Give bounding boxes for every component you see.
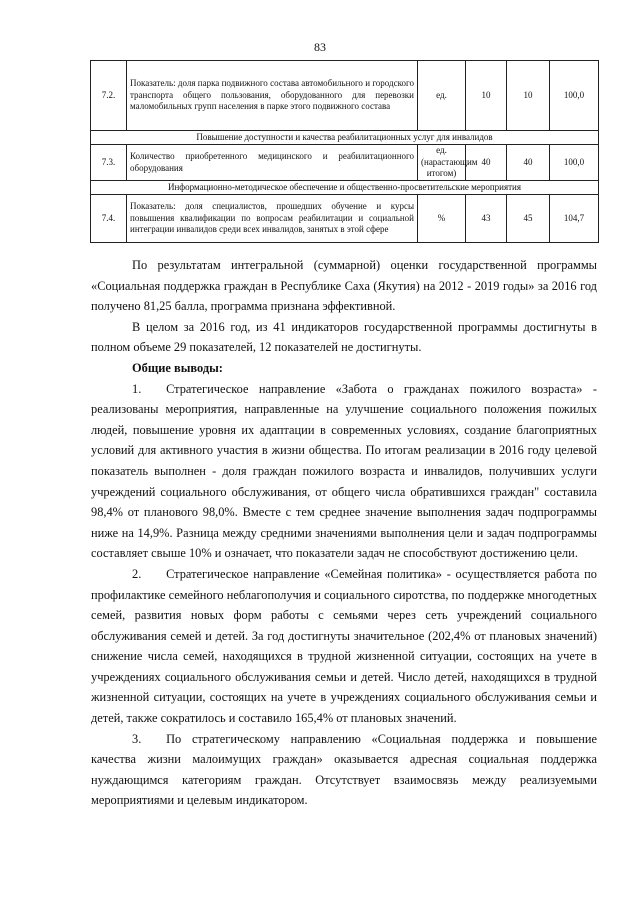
section-title: Информационно-методическое обеспечение и общественно-просветительские мероприятия: [91, 181, 599, 195]
body-text: [91, 255, 597, 811]
unit-cell: ед.: [418, 61, 466, 131]
plan-value: 40: [466, 145, 507, 181]
unit-note: (нарастающим итогом): [421, 156, 478, 179]
plan-value: 10: [466, 61, 507, 131]
row-number: 7.2.: [91, 61, 127, 131]
table-row: [91, 145, 599, 181]
indicator-description: Показатель: доля специалистов, прошедших обучение и курсы повышения квалификации по вопросам реабилитации и социальной интеграции инвалидов среди всех инвалидов, занятых в этой сфере: [127, 195, 418, 243]
paragraph-conclusion-3: 3. По стратегическому направлению «Социальная поддержка и повышение качества жизни малоимущих граждан» оказывается адресная социальная поддержка нуждающимся категориям граждан. Отсутствует взаимосвязь между реализуемыми мероприятиями и целевым индикатором.: [91, 731, 597, 808]
table-row: [91, 61, 599, 131]
page-number: 83: [314, 40, 326, 54]
plan-value: 43: [466, 195, 507, 243]
fact-value: 45: [507, 195, 550, 243]
percent-value: 104,7: [550, 195, 599, 243]
paragraph-conclusion-1: 1. Стратегическое направление «Забота о гражданах пожилого возраста» - реализованы мероприятия, направленные на улучшение социального положения пожилых людей, повышение уровня их адаптации в современных условиях, создание благоприятных условий для активного участия в жизни общества. По итогам реализации в 2016 году целевой показатель выполнен - доля граждан пожилого возраста и инвалидов, получивших услуги учреждений социального обслуживания, от общего числа обратившихся граждан" составила 98,4% от планового 98,0%. Вместе с тем среднее значение выполнения задач подпрограммы ниже на 14,9%. Разница между средними значениями выполнения цели и задач подпрограммы составляет свыше 10% и означает, что показатели задач не способствуют достижению цели.: [91, 381, 597, 561]
paragraph-conclusion-2: 2. Стратегическое направление «Семейная политика» - осуществляется работа по профилактике семейного неблагополучия и социального сиротства, по поддержке многодетных семей, развития новых форм работы с семьями через сеть учреждений социального обслуживания семей и детей. За год достигнуты значительное (202,4% от плановых значений) снижение числа семей, находящихся в трудной жизненной ситуации, состоящих на учете в учреждениях социального обслуживания семьи и детей. Число детей, находящихся в трудной жизненной ситуации, состоящих на учете в учреждениях социального обслуживания семьи и детей, также сократилось и составило 165,4% от плановых значений.: [91, 566, 597, 726]
percent-value: 100,0: [550, 61, 599, 131]
unit-label: ед.: [436, 145, 447, 156]
fact-value: 40: [507, 145, 550, 181]
section-title: Повышение доступности и качества реабилитационных услуг для инвалидов: [91, 131, 599, 145]
conclusions-heading: Общие выводы:: [132, 360, 223, 375]
indicators-table: [90, 60, 599, 243]
section-row: [91, 181, 599, 195]
paragraph-indicators: В целом за 2016 год, из 41 индикаторов государственной программы достигнуты в полном объеме 29 показателей, 12 показателей не достигнуты.: [91, 319, 597, 355]
row-number: 7.4.: [91, 195, 127, 243]
indicator-description: Показатель: доля парка подвижного состава автомобильного и городского транспорта общего пользования, оборудованного для перевозки маломобильных групп населения в парке этого подвижного состава: [127, 61, 418, 131]
unit-cell: %: [418, 195, 466, 243]
row-number: 7.3.: [91, 145, 127, 181]
section-row: [91, 131, 599, 145]
percent-value: 100,0: [550, 145, 599, 181]
unit-cell: [418, 145, 478, 181]
paragraph-evaluation: По результатам интегральной (суммарной) оценки государственной программы «Социальная поддержка граждан в Республике Саха (Якутия) на 2012 - 2019 годы» за 2016 год получено 81,25 балла, программа признана эффективной.: [91, 258, 597, 314]
fact-value: 10: [507, 61, 550, 131]
indicator-description: Количество приобретенного медицинского и реабилитационного оборудования: [127, 145, 418, 181]
table-row: [91, 195, 599, 243]
